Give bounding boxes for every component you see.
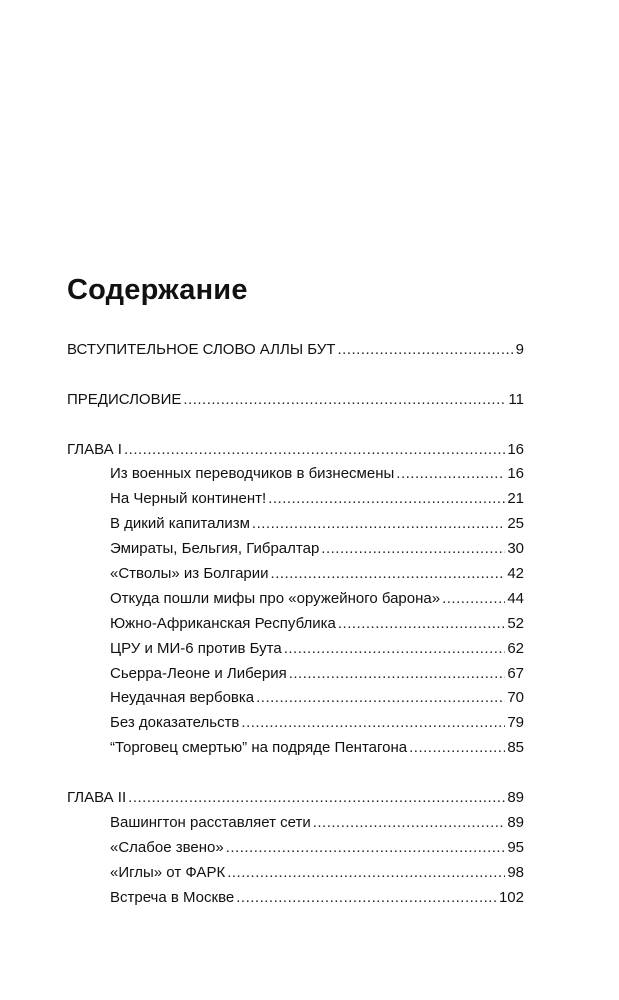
toc-entry-preface[interactable] bbox=[67, 390, 524, 415]
toc-entry-page: 89 bbox=[507, 789, 524, 807]
toc-entry-title: В дикий капитализм bbox=[110, 515, 250, 533]
toc-entry-title: Откуда пошли мифы про «оружейного барона» bbox=[110, 589, 441, 607]
dot-leader bbox=[252, 514, 505, 534]
toc-entry-title: «Слабое звено» bbox=[110, 838, 224, 856]
dot-leader bbox=[337, 340, 513, 360]
toc-entry-page: 21 bbox=[507, 490, 524, 508]
toc-entry-page: 11 bbox=[508, 390, 524, 408]
toc-entry-section[interactable] bbox=[67, 489, 524, 514]
dot-leader bbox=[271, 564, 506, 584]
toc-entry-page: 89 bbox=[507, 813, 524, 831]
toc-entry-page: 95 bbox=[507, 838, 524, 856]
dot-leader bbox=[256, 688, 505, 708]
toc-entry-section[interactable] bbox=[67, 713, 524, 738]
toc-entry-section[interactable] bbox=[67, 838, 524, 863]
dot-leader bbox=[124, 440, 505, 460]
toc-entry-section[interactable] bbox=[67, 464, 524, 489]
toc-entry-title: Вашингтон расставляет сети bbox=[110, 813, 311, 831]
toc-entry-page: 102 bbox=[498, 888, 524, 906]
toc-entry-chapter-1[interactable] bbox=[67, 440, 524, 465]
toc-entry-title: «Иглы» от ФАРК bbox=[110, 863, 226, 881]
toc-entry-title: Встреча в Москве bbox=[110, 888, 235, 906]
toc-entry-title: Эмираты, Бельгия, Гибралтар bbox=[110, 540, 320, 558]
toc-entry-chapter-2[interactable] bbox=[67, 788, 524, 813]
toc-entry-title: Сьерра-Леоне и Либерия bbox=[110, 664, 287, 682]
toc-entry-section[interactable] bbox=[67, 639, 524, 664]
toc-entry-title: “Торговец смертью” на подряде Пентагона bbox=[110, 739, 408, 757]
dot-leader bbox=[313, 813, 506, 833]
dot-leader bbox=[236, 888, 497, 908]
toc-entry-title: Южно-Африканская Республика bbox=[110, 614, 336, 632]
toc-entry-section[interactable] bbox=[67, 564, 524, 589]
dot-leader bbox=[409, 738, 505, 758]
toc-entry-section[interactable] bbox=[67, 688, 524, 713]
toc-entry-title: ГЛАВА II bbox=[67, 789, 127, 807]
toc-entry-page: 42 bbox=[507, 565, 524, 583]
dot-leader bbox=[226, 838, 506, 858]
toc-entry-page: 52 bbox=[507, 614, 524, 632]
toc-entry-section[interactable] bbox=[67, 614, 524, 639]
dot-leader bbox=[289, 664, 506, 684]
toc-entry-title: ПРЕДИСЛОВИЕ bbox=[67, 390, 182, 408]
toc-entry-title: ВСТУПИТЕЛЬНОЕ СЛОВО АЛЛЫ БУТ bbox=[67, 341, 336, 358]
toc-entry-foreword-alla-but[interactable] bbox=[67, 340, 524, 365]
toc-entry-title: Неудачная вербовка bbox=[110, 689, 255, 707]
toc-entry-title: «Стволы» из Болгарии bbox=[110, 565, 269, 583]
dot-leader bbox=[396, 464, 505, 484]
dot-leader bbox=[183, 390, 506, 410]
toc-entry-title: ЦРУ и МИ-6 против Бута bbox=[110, 639, 282, 657]
toc-entry-page: 85 bbox=[507, 739, 524, 757]
table-of-contents bbox=[67, 340, 524, 912]
toc-entry-page: 98 bbox=[507, 863, 524, 881]
toc-entry-page: 44 bbox=[507, 589, 524, 607]
dot-leader bbox=[227, 863, 505, 883]
toc-entry-section[interactable] bbox=[67, 738, 524, 763]
dot-leader bbox=[268, 489, 505, 509]
toc-entry-section[interactable] bbox=[67, 888, 524, 913]
dot-leader bbox=[284, 639, 506, 659]
toc-entry-section[interactable] bbox=[67, 589, 524, 614]
toc-entry-page: 30 bbox=[507, 540, 524, 558]
toc-entry-page: 62 bbox=[507, 639, 524, 657]
toc-entry-title: Из военных переводчиков в бизнесмены bbox=[110, 465, 395, 483]
dot-leader bbox=[241, 713, 505, 733]
toc-entry-page: 9 bbox=[515, 341, 524, 358]
toc-entry-page: 70 bbox=[507, 689, 524, 707]
toc-entry-page: 25 bbox=[507, 515, 524, 533]
dot-leader bbox=[128, 788, 505, 808]
toc-entry-section[interactable] bbox=[67, 863, 524, 888]
toc-entry-section[interactable] bbox=[67, 514, 524, 539]
toc-entry-title: Без доказательств bbox=[110, 714, 240, 732]
toc-heading: Содержание bbox=[67, 274, 248, 306]
toc-entry-title: ГЛАВА I bbox=[67, 440, 122, 458]
toc-entry-title: На Черный континент! bbox=[110, 490, 267, 508]
toc-entry-section[interactable] bbox=[67, 539, 524, 564]
dot-leader bbox=[338, 614, 505, 634]
dot-leader bbox=[321, 539, 505, 559]
dot-leader bbox=[442, 589, 505, 609]
toc-entry-section[interactable] bbox=[67, 664, 524, 689]
toc-entry-page: 79 bbox=[507, 714, 524, 732]
toc-entry-page: 67 bbox=[507, 664, 524, 682]
toc-entry-page: 16 bbox=[507, 440, 524, 458]
toc-entry-page: 16 bbox=[507, 465, 524, 483]
toc-entry-section[interactable] bbox=[67, 813, 524, 838]
